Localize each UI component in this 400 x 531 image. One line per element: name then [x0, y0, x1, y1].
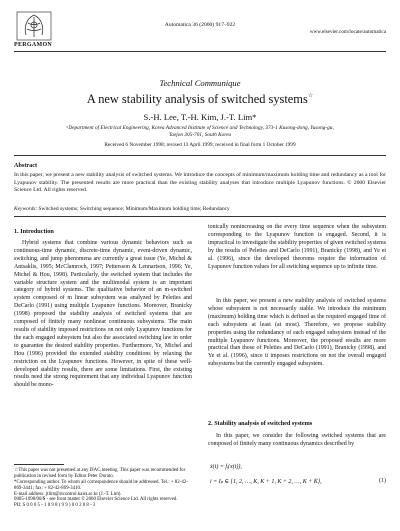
section-1-heading: 1. Introduction — [14, 228, 54, 235]
abstract-heading: Abstract — [14, 162, 38, 169]
affiliation: ᵃDepartment of Electrical Engineering, Korea Advanced Institute of Science and Technology, 373-1 Kusong-dong, Yusong-gu, Taejon 305-701, South Korea — [66, 125, 334, 138]
title-text: A new stability analysis of switched systems — [86, 92, 308, 106]
issn-line: 0005-1098/00/$ - see front matter © 2000 Elsevier Science Ltd. All rights reserved. — [14, 497, 178, 502]
footnote-3: E-mail address: jtlim@stcontrol.kaist.ac.kr (J.-T. Lim). — [14, 492, 122, 498]
equation-1-line-2: i = Iₚ ∈ {1, 2, …, K, K + 1, K + 2, …, K + K̄}, — [210, 479, 322, 485]
abstract-text: In this paper, we present a new stability analysis of switched systems. We introduce the concepts of minimum/maximum holding time and redundancy as a tool for Lyapunov stability. The presented results are more practical than the existing stability analyses that introduce multiple Lyapunov functions. © 2000 Elsevier Science Ltd. All rights reserved. — [14, 172, 386, 194]
footnote-2: *Corresponding author. To whom all correspondence should be addressed. Tel.: + 82-42-869-3441; fax: + 82-42-869-3410. — [14, 480, 188, 492]
footnote-rule — [14, 464, 64, 465]
section-2-heading: 2. Stability analysis of switched systems — [208, 420, 313, 427]
front-matter-info — [14, 497, 177, 510]
footnote-1: ☆This paper was not presented at any IFAC meeting. This paper was recommended for publication in revised form by Editor Peter Dorato. — [14, 468, 186, 480]
footnotes — [14, 468, 192, 498]
equation-1-number: (1) — [379, 478, 386, 484]
header-rule — [14, 51, 386, 52]
keywords-text: Switched systems; Switching sequence; Minimum/Maximum holding time; Redundancy — [38, 206, 230, 212]
intro-left-paragraph: Hybrid systems that combine various dynamic behaviors such as continuous-time dynamic, discrete-time dynamic, event-driven dynamic, switching, and jump phenomena are currently a great issue (Ye, Michel & Antsaklis, 1995; McClamroch, 1997; Pettersson & Lennartson, 1996; Ye, Michel & Hou, 1998). Particularly, the switched system that includes the variable structure system and the multimodal system is an important category of hybrid systems. The qualitative behavior of an m-switched system composed of m linear subsystem was analyzed by Peleties and DeCarlo (1991) using multiple Lyapunov functions. Moreover, Branicky (1998) proposed the stability analysis of switched systems that are composed of finitely many nonlinear continuous subsystems. The main results of stability imposed restrictions on not only Lyapunov functions for the each engaged subsystem but also the associated switching law in order to guarantee the desired stability properties. Furthermore, Ye, Michel and Hou (1996) provided the extended stability conditions by relaxing the restriction on the Lyapunov functions. However, in spite of these well-developed stability results, there are some limitations. First, the existing results need the strong requirement that any individual Lyapunov function should be mono- — [14, 240, 192, 389]
intro-right-paragraph-2: In this paper, we present a new stability analysis of switched systems whose subsystem is not necessarily stable. We introduce the minimum (maximum) holding time which is defined as the required engaged time of each subsystem at least (at most). Therefore, we propose stability properties using the redundancy of each engaged subsystem instead of the multiple Lyapunov functions. Moreover, the proposed results are more practical than those of Peleties and DeCarlo (1991), Branicky (1998), and Ye et al. (1996), since it imposes restrictions on not the overall engaged subsystems but the currently engaged subsystem. — [208, 298, 386, 368]
abstract-bottom-rule — [14, 216, 386, 217]
pii-line: PII: S 0 0 0 5 - 1 0 9 8 ( 9 9 ) 0 0 2 0 8 - 3 — [14, 503, 96, 509]
abstract-top-rule — [14, 155, 386, 156]
section-2-text: In this paper, we consider the following switched systems that are composed of finitely many continuous dynamics described by — [208, 433, 386, 447]
keywords-label: Keywords: — [14, 206, 38, 212]
journal-website[interactable]: www.elsevier.com/locate/automatica — [309, 29, 386, 35]
title-footnote-mark: ☆ — [307, 93, 314, 99]
journal-citation: Automatica 36 (2000) 917–922 — [164, 22, 236, 28]
article-title — [0, 92, 400, 107]
equation-1-line-1: ẋ(t) = fᵢ(x(t)), — [210, 464, 242, 470]
keywords — [14, 206, 230, 212]
publisher-name: PERGAMON — [14, 42, 53, 48]
intro-right-paragraph-1: tonically nonincreasing on the every time sequence when the subsystem corresponding to the Lyapunov function is engaged. Second, it is impractical to investigate the stability properties of given switched systems by the results of Peleties and DeCarlo (1991), Branicky (1998), and Ye et al. (1996), since the developed theorems require the information of Lyapunov function values for all switching sequence up to infinite time. — [208, 224, 386, 270]
authors: S.-H. Lee, T.-H. Kim, J.-T. Lim* — [143, 112, 257, 122]
received-dates: Received 6 November 1998; revised 13 April 1999; received in final form 1 October 1999 — [104, 142, 296, 148]
article-type: Technical Communique — [159, 78, 241, 88]
